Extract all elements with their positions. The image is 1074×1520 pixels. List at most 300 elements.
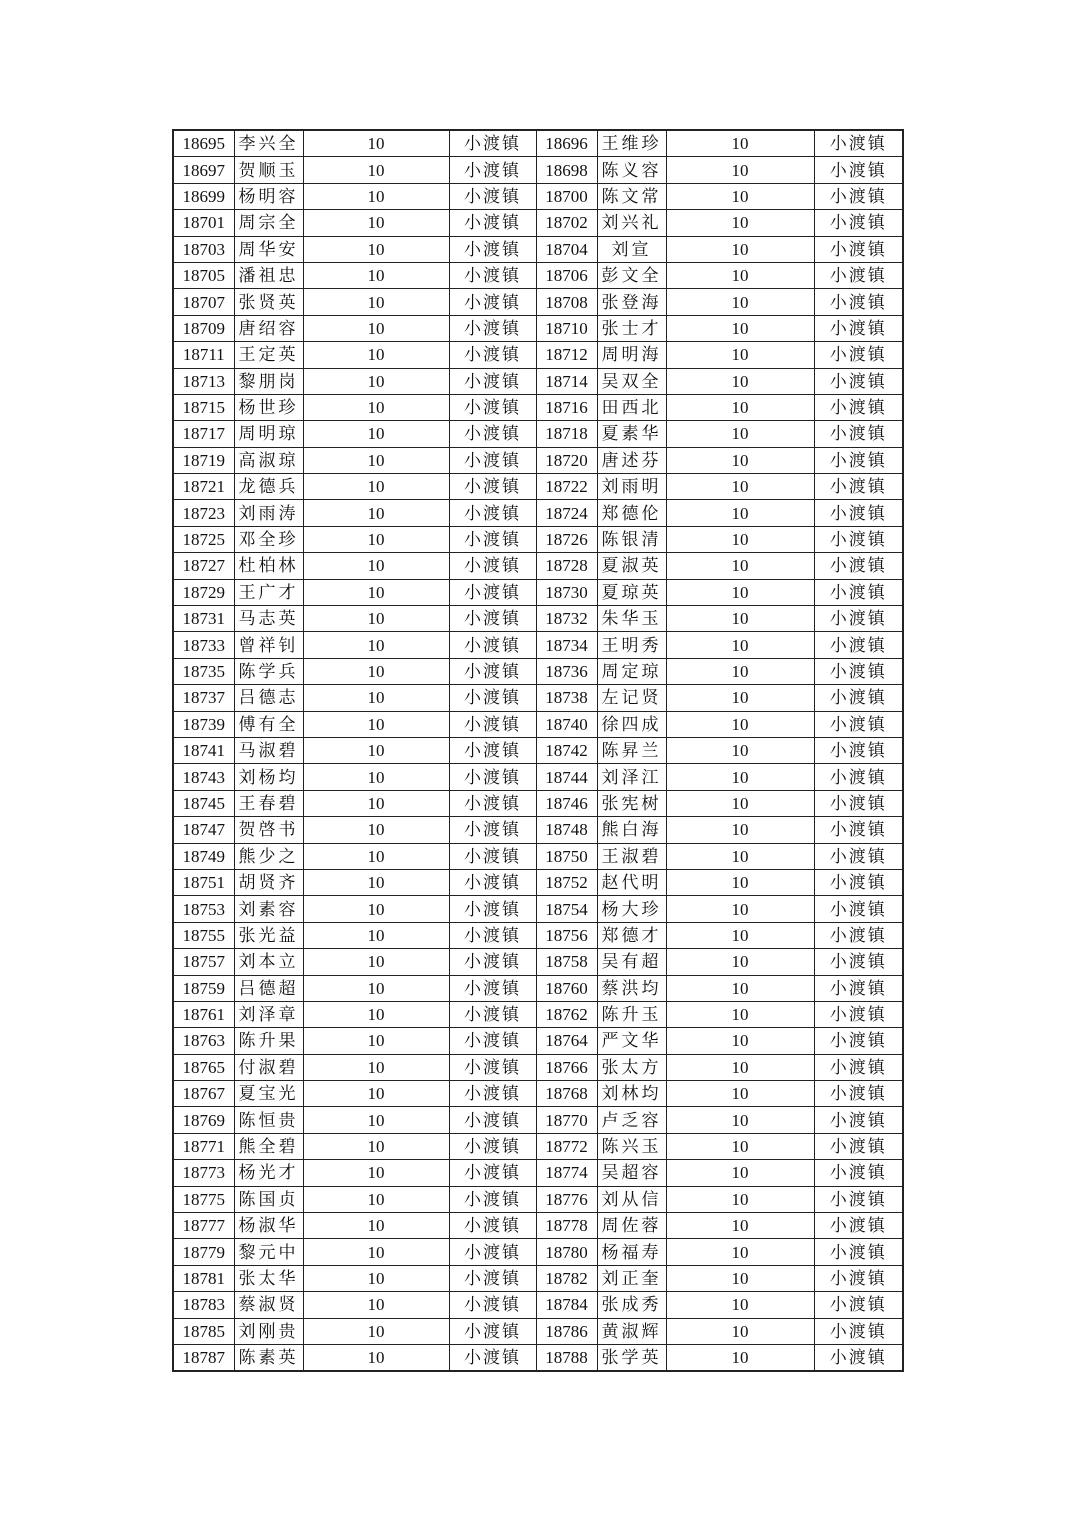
town-name-cell: 小渡镇	[814, 447, 903, 473]
person-name-cell: 王维珍	[597, 130, 666, 157]
amount-cell: 10	[666, 1054, 814, 1080]
table-row	[173, 1344, 903, 1371]
amount-cell: 10	[666, 975, 814, 1001]
person-name-cell: 王广才	[234, 579, 303, 605]
amount-cell: 10	[666, 553, 814, 579]
record-id-cell: 18726	[536, 526, 597, 552]
amount-cell: 10	[666, 157, 814, 183]
town-name-cell: 小渡镇	[814, 1107, 903, 1133]
table-row	[173, 1133, 903, 1159]
amount-cell: 10	[666, 289, 814, 315]
record-id-cell: 18777	[173, 1213, 234, 1239]
table-row	[173, 764, 903, 790]
amount-cell: 10	[666, 500, 814, 526]
record-id-cell: 18779	[173, 1239, 234, 1265]
amount-cell: 10	[666, 447, 814, 473]
town-name-cell: 小渡镇	[449, 685, 536, 711]
town-name-cell: 小渡镇	[449, 737, 536, 763]
person-name-cell: 龙德兵	[234, 474, 303, 500]
town-name-cell: 小渡镇	[814, 1292, 903, 1318]
table-row	[173, 1186, 903, 1212]
record-id-cell: 18776	[536, 1186, 597, 1212]
person-name-cell: 黎朋岗	[234, 368, 303, 394]
table-row	[173, 1160, 903, 1186]
record-id-cell: 18728	[536, 553, 597, 579]
person-name-cell: 贺啓书	[234, 817, 303, 843]
town-name-cell: 小渡镇	[449, 632, 536, 658]
person-name-cell: 曾祥钊	[234, 632, 303, 658]
amount-cell: 10	[666, 1239, 814, 1265]
amount-cell: 10	[303, 869, 449, 895]
town-name-cell: 小渡镇	[449, 1213, 536, 1239]
amount-cell: 10	[303, 685, 449, 711]
record-id-cell: 18715	[173, 394, 234, 420]
amount-cell: 10	[666, 210, 814, 236]
person-name-cell: 张贤英	[234, 289, 303, 315]
amount-cell: 10	[666, 421, 814, 447]
person-name-cell: 陈素英	[234, 1344, 303, 1371]
town-name-cell: 小渡镇	[814, 394, 903, 420]
amount-cell: 10	[303, 737, 449, 763]
town-name-cell: 小渡镇	[814, 210, 903, 236]
town-name-cell: 小渡镇	[449, 1133, 536, 1159]
amount-cell: 10	[666, 315, 814, 341]
table-row	[173, 526, 903, 552]
record-id-cell: 18714	[536, 368, 597, 394]
record-id-cell: 18753	[173, 896, 234, 922]
person-name-cell: 杨明容	[234, 183, 303, 209]
town-name-cell: 小渡镇	[814, 183, 903, 209]
person-name-cell: 陈银清	[597, 526, 666, 552]
town-name-cell: 小渡镇	[449, 1318, 536, 1344]
person-name-cell: 刘林均	[597, 1081, 666, 1107]
amount-cell: 10	[303, 183, 449, 209]
record-id-cell: 18761	[173, 1001, 234, 1027]
person-name-cell: 刘本立	[234, 949, 303, 975]
record-id-cell: 18746	[536, 790, 597, 816]
amount-cell: 10	[666, 1344, 814, 1371]
person-name-cell: 吴超容	[597, 1160, 666, 1186]
table-row	[173, 685, 903, 711]
person-name-cell: 唐绍容	[234, 315, 303, 341]
town-name-cell: 小渡镇	[449, 711, 536, 737]
person-name-cell: 熊全碧	[234, 1133, 303, 1159]
town-name-cell: 小渡镇	[814, 474, 903, 500]
town-name-cell: 小渡镇	[814, 1318, 903, 1344]
amount-cell: 10	[666, 843, 814, 869]
record-id-cell: 18727	[173, 553, 234, 579]
record-id-cell: 18748	[536, 817, 597, 843]
record-id-cell: 18730	[536, 579, 597, 605]
table-row	[173, 1239, 903, 1265]
town-name-cell: 小渡镇	[814, 262, 903, 288]
person-name-cell: 左记贤	[597, 685, 666, 711]
person-name-cell: 张光益	[234, 922, 303, 948]
town-name-cell: 小渡镇	[449, 210, 536, 236]
person-name-cell: 陈昇兰	[597, 737, 666, 763]
person-name-cell: 张士才	[597, 315, 666, 341]
table-row	[173, 1081, 903, 1107]
table-row	[173, 1265, 903, 1291]
amount-cell: 10	[303, 289, 449, 315]
roster-table-body	[173, 130, 903, 1371]
person-name-cell: 刘兴礼	[597, 210, 666, 236]
record-id-cell: 18697	[173, 157, 234, 183]
amount-cell: 10	[303, 1133, 449, 1159]
record-id-cell: 18771	[173, 1133, 234, 1159]
record-id-cell: 18775	[173, 1186, 234, 1212]
town-name-cell: 小渡镇	[814, 1239, 903, 1265]
town-name-cell: 小渡镇	[814, 1081, 903, 1107]
person-name-cell: 严文华	[597, 1028, 666, 1054]
record-id-cell: 18729	[173, 579, 234, 605]
town-name-cell: 小渡镇	[814, 896, 903, 922]
record-id-cell: 18785	[173, 1318, 234, 1344]
amount-cell: 10	[303, 130, 449, 157]
amount-cell: 10	[303, 553, 449, 579]
amount-cell: 10	[666, 579, 814, 605]
record-id-cell: 18702	[536, 210, 597, 236]
person-name-cell: 王淑碧	[597, 843, 666, 869]
town-name-cell: 小渡镇	[814, 1160, 903, 1186]
town-name-cell: 小渡镇	[449, 553, 536, 579]
record-id-cell: 18732	[536, 606, 597, 632]
town-name-cell: 小渡镇	[449, 1239, 536, 1265]
town-name-cell: 小渡镇	[814, 1265, 903, 1291]
amount-cell: 10	[303, 474, 449, 500]
record-id-cell: 18699	[173, 183, 234, 209]
person-name-cell: 熊少之	[234, 843, 303, 869]
amount-cell: 10	[303, 817, 449, 843]
town-name-cell: 小渡镇	[449, 1344, 536, 1371]
person-name-cell: 黄淑辉	[597, 1318, 666, 1344]
table-row	[173, 658, 903, 684]
town-name-cell: 小渡镇	[449, 474, 536, 500]
person-name-cell: 周华安	[234, 236, 303, 262]
amount-cell: 10	[303, 368, 449, 394]
amount-cell: 10	[666, 1028, 814, 1054]
amount-cell: 10	[303, 262, 449, 288]
record-id-cell: 18759	[173, 975, 234, 1001]
record-id-cell: 18764	[536, 1028, 597, 1054]
town-name-cell: 小渡镇	[449, 1107, 536, 1133]
person-name-cell: 夏素华	[597, 421, 666, 447]
table-row	[173, 975, 903, 1001]
table-row	[173, 289, 903, 315]
town-name-cell: 小渡镇	[814, 949, 903, 975]
person-name-cell: 杨福寿	[597, 1239, 666, 1265]
amount-cell: 10	[666, 368, 814, 394]
person-name-cell: 吴双全	[597, 368, 666, 394]
amount-cell: 10	[666, 262, 814, 288]
record-id-cell: 18725	[173, 526, 234, 552]
town-name-cell: 小渡镇	[814, 685, 903, 711]
amount-cell: 10	[303, 1081, 449, 1107]
record-id-cell: 18763	[173, 1028, 234, 1054]
record-id-cell: 18772	[536, 1133, 597, 1159]
amount-cell: 10	[303, 1054, 449, 1080]
person-name-cell: 吴有超	[597, 949, 666, 975]
table-row	[173, 922, 903, 948]
table-row	[173, 949, 903, 975]
person-name-cell: 张成秀	[597, 1292, 666, 1318]
person-name-cell: 杨世珍	[234, 394, 303, 420]
amount-cell: 10	[303, 1001, 449, 1027]
town-name-cell: 小渡镇	[449, 500, 536, 526]
table-row	[173, 1292, 903, 1318]
town-name-cell: 小渡镇	[814, 236, 903, 262]
table-row	[173, 869, 903, 895]
table-row	[173, 632, 903, 658]
record-id-cell: 18781	[173, 1265, 234, 1291]
record-id-cell: 18769	[173, 1107, 234, 1133]
town-name-cell: 小渡镇	[814, 1001, 903, 1027]
person-name-cell: 杜柏林	[234, 553, 303, 579]
record-id-cell: 18731	[173, 606, 234, 632]
person-name-cell: 蔡淑贤	[234, 1292, 303, 1318]
table-row	[173, 1213, 903, 1239]
town-name-cell: 小渡镇	[814, 1213, 903, 1239]
amount-cell: 10	[303, 1028, 449, 1054]
town-name-cell: 小渡镇	[814, 289, 903, 315]
record-id-cell: 18758	[536, 949, 597, 975]
amount-cell: 10	[303, 1292, 449, 1318]
table-row	[173, 342, 903, 368]
record-id-cell: 18708	[536, 289, 597, 315]
town-name-cell: 小渡镇	[449, 183, 536, 209]
town-name-cell: 小渡镇	[814, 157, 903, 183]
amount-cell: 10	[666, 526, 814, 552]
record-id-cell: 18721	[173, 474, 234, 500]
person-name-cell: 陈恒贵	[234, 1107, 303, 1133]
town-name-cell: 小渡镇	[814, 130, 903, 157]
amount-cell: 10	[666, 869, 814, 895]
town-name-cell: 小渡镇	[449, 790, 536, 816]
person-name-cell: 胡贤齐	[234, 869, 303, 895]
town-name-cell: 小渡镇	[814, 711, 903, 737]
table-row	[173, 130, 903, 157]
record-id-cell: 18780	[536, 1239, 597, 1265]
person-name-cell: 马志英	[234, 606, 303, 632]
person-name-cell: 熊白海	[597, 817, 666, 843]
table-row	[173, 737, 903, 763]
amount-cell: 10	[303, 843, 449, 869]
record-id-cell: 18705	[173, 262, 234, 288]
amount-cell: 10	[666, 1133, 814, 1159]
town-name-cell: 小渡镇	[814, 1054, 903, 1080]
town-name-cell: 小渡镇	[814, 658, 903, 684]
amount-cell: 10	[666, 817, 814, 843]
record-id-cell: 18773	[173, 1160, 234, 1186]
record-id-cell: 18717	[173, 421, 234, 447]
person-name-cell: 郑德才	[597, 922, 666, 948]
record-id-cell: 18766	[536, 1054, 597, 1080]
amount-cell: 10	[303, 1107, 449, 1133]
town-name-cell: 小渡镇	[449, 1081, 536, 1107]
record-id-cell: 18703	[173, 236, 234, 262]
amount-cell: 10	[303, 790, 449, 816]
table-row	[173, 1054, 903, 1080]
person-name-cell: 陈义容	[597, 157, 666, 183]
person-name-cell: 刘宣	[597, 236, 666, 262]
table-row	[173, 606, 903, 632]
person-name-cell: 高淑琼	[234, 447, 303, 473]
amount-cell: 10	[303, 500, 449, 526]
town-name-cell: 小渡镇	[449, 236, 536, 262]
person-name-cell: 夏琼英	[597, 579, 666, 605]
amount-cell: 10	[666, 1107, 814, 1133]
amount-cell: 10	[303, 1318, 449, 1344]
town-name-cell: 小渡镇	[814, 790, 903, 816]
amount-cell: 10	[303, 421, 449, 447]
amount-cell: 10	[666, 764, 814, 790]
town-name-cell: 小渡镇	[814, 1186, 903, 1212]
record-id-cell: 18768	[536, 1081, 597, 1107]
table-row	[173, 183, 903, 209]
record-id-cell: 18734	[536, 632, 597, 658]
person-name-cell: 傅有全	[234, 711, 303, 737]
town-name-cell: 小渡镇	[449, 975, 536, 1001]
record-id-cell: 18749	[173, 843, 234, 869]
town-name-cell: 小渡镇	[449, 289, 536, 315]
record-id-cell: 18752	[536, 869, 597, 895]
person-name-cell: 卢乏容	[597, 1107, 666, 1133]
record-id-cell: 18774	[536, 1160, 597, 1186]
record-id-cell: 18744	[536, 764, 597, 790]
person-name-cell: 潘祖忠	[234, 262, 303, 288]
table-row	[173, 262, 903, 288]
person-name-cell: 刘从信	[597, 1186, 666, 1212]
record-id-cell: 18716	[536, 394, 597, 420]
amount-cell: 10	[303, 764, 449, 790]
town-name-cell: 小渡镇	[814, 500, 903, 526]
record-id-cell: 18709	[173, 315, 234, 341]
town-name-cell: 小渡镇	[449, 526, 536, 552]
person-name-cell: 蔡洪均	[597, 975, 666, 1001]
person-name-cell: 陈升玉	[597, 1001, 666, 1027]
table-row	[173, 157, 903, 183]
record-id-cell: 18696	[536, 130, 597, 157]
amount-cell: 10	[303, 1160, 449, 1186]
person-name-cell: 周明海	[597, 342, 666, 368]
town-name-cell: 小渡镇	[449, 394, 536, 420]
record-id-cell: 18718	[536, 421, 597, 447]
amount-cell: 10	[303, 236, 449, 262]
town-name-cell: 小渡镇	[449, 579, 536, 605]
record-id-cell: 18760	[536, 975, 597, 1001]
record-id-cell: 18738	[536, 685, 597, 711]
table-row	[173, 421, 903, 447]
town-name-cell: 小渡镇	[449, 843, 536, 869]
table-row	[173, 210, 903, 236]
amount-cell: 10	[666, 183, 814, 209]
town-name-cell: 小渡镇	[814, 764, 903, 790]
person-name-cell: 张宪树	[597, 790, 666, 816]
table-row	[173, 817, 903, 843]
town-name-cell: 小渡镇	[449, 1028, 536, 1054]
town-name-cell: 小渡镇	[449, 764, 536, 790]
amount-cell: 10	[666, 1292, 814, 1318]
record-id-cell: 18741	[173, 737, 234, 763]
table-row	[173, 447, 903, 473]
amount-cell: 10	[666, 1186, 814, 1212]
person-name-cell: 唐述芬	[597, 447, 666, 473]
town-name-cell: 小渡镇	[814, 922, 903, 948]
amount-cell: 10	[303, 315, 449, 341]
amount-cell: 10	[303, 447, 449, 473]
person-name-cell: 付淑碧	[234, 1054, 303, 1080]
amount-cell: 10	[303, 1213, 449, 1239]
record-id-cell: 18750	[536, 843, 597, 869]
person-name-cell: 王明秀	[597, 632, 666, 658]
amount-cell: 10	[666, 474, 814, 500]
person-name-cell: 黎元中	[234, 1239, 303, 1265]
person-name-cell: 夏淑英	[597, 553, 666, 579]
person-name-cell: 邓全珍	[234, 526, 303, 552]
amount-cell: 10	[666, 711, 814, 737]
town-name-cell: 小渡镇	[814, 421, 903, 447]
town-name-cell: 小渡镇	[449, 949, 536, 975]
record-id-cell: 18722	[536, 474, 597, 500]
person-name-cell: 李兴全	[234, 130, 303, 157]
person-name-cell: 刘素容	[234, 896, 303, 922]
amount-cell: 10	[303, 1239, 449, 1265]
town-name-cell: 小渡镇	[814, 843, 903, 869]
town-name-cell: 小渡镇	[449, 1265, 536, 1291]
record-id-cell: 18713	[173, 368, 234, 394]
person-name-cell: 杨光才	[234, 1160, 303, 1186]
table-row	[173, 474, 903, 500]
town-name-cell: 小渡镇	[449, 368, 536, 394]
amount-cell: 10	[303, 1344, 449, 1371]
amount-cell: 10	[666, 632, 814, 658]
person-name-cell: 吕德志	[234, 685, 303, 711]
town-name-cell: 小渡镇	[814, 315, 903, 341]
record-id-cell: 18707	[173, 289, 234, 315]
person-name-cell: 张学英	[597, 1344, 666, 1371]
amount-cell: 10	[666, 1213, 814, 1239]
person-name-cell: 周明琼	[234, 421, 303, 447]
record-id-cell: 18733	[173, 632, 234, 658]
person-name-cell: 张太方	[597, 1054, 666, 1080]
person-name-cell: 杨淑华	[234, 1213, 303, 1239]
town-name-cell: 小渡镇	[814, 526, 903, 552]
person-name-cell: 王定英	[234, 342, 303, 368]
table-row	[173, 579, 903, 605]
town-name-cell: 小渡镇	[449, 1292, 536, 1318]
record-id-cell: 18778	[536, 1213, 597, 1239]
amount-cell: 10	[303, 606, 449, 632]
amount-cell: 10	[666, 1001, 814, 1027]
town-name-cell: 小渡镇	[449, 342, 536, 368]
amount-cell: 10	[303, 394, 449, 420]
amount-cell: 10	[666, 394, 814, 420]
town-name-cell: 小渡镇	[814, 342, 903, 368]
record-id-cell: 18712	[536, 342, 597, 368]
amount-cell: 10	[303, 1265, 449, 1291]
amount-cell: 10	[303, 579, 449, 605]
person-name-cell: 贺顺玉	[234, 157, 303, 183]
town-name-cell: 小渡镇	[814, 817, 903, 843]
person-name-cell: 刘刚贵	[234, 1318, 303, 1344]
town-name-cell: 小渡镇	[814, 1133, 903, 1159]
town-name-cell: 小渡镇	[814, 737, 903, 763]
town-name-cell: 小渡镇	[814, 632, 903, 658]
record-id-cell: 18757	[173, 949, 234, 975]
record-id-cell: 18742	[536, 737, 597, 763]
table-row	[173, 896, 903, 922]
town-name-cell: 小渡镇	[814, 869, 903, 895]
